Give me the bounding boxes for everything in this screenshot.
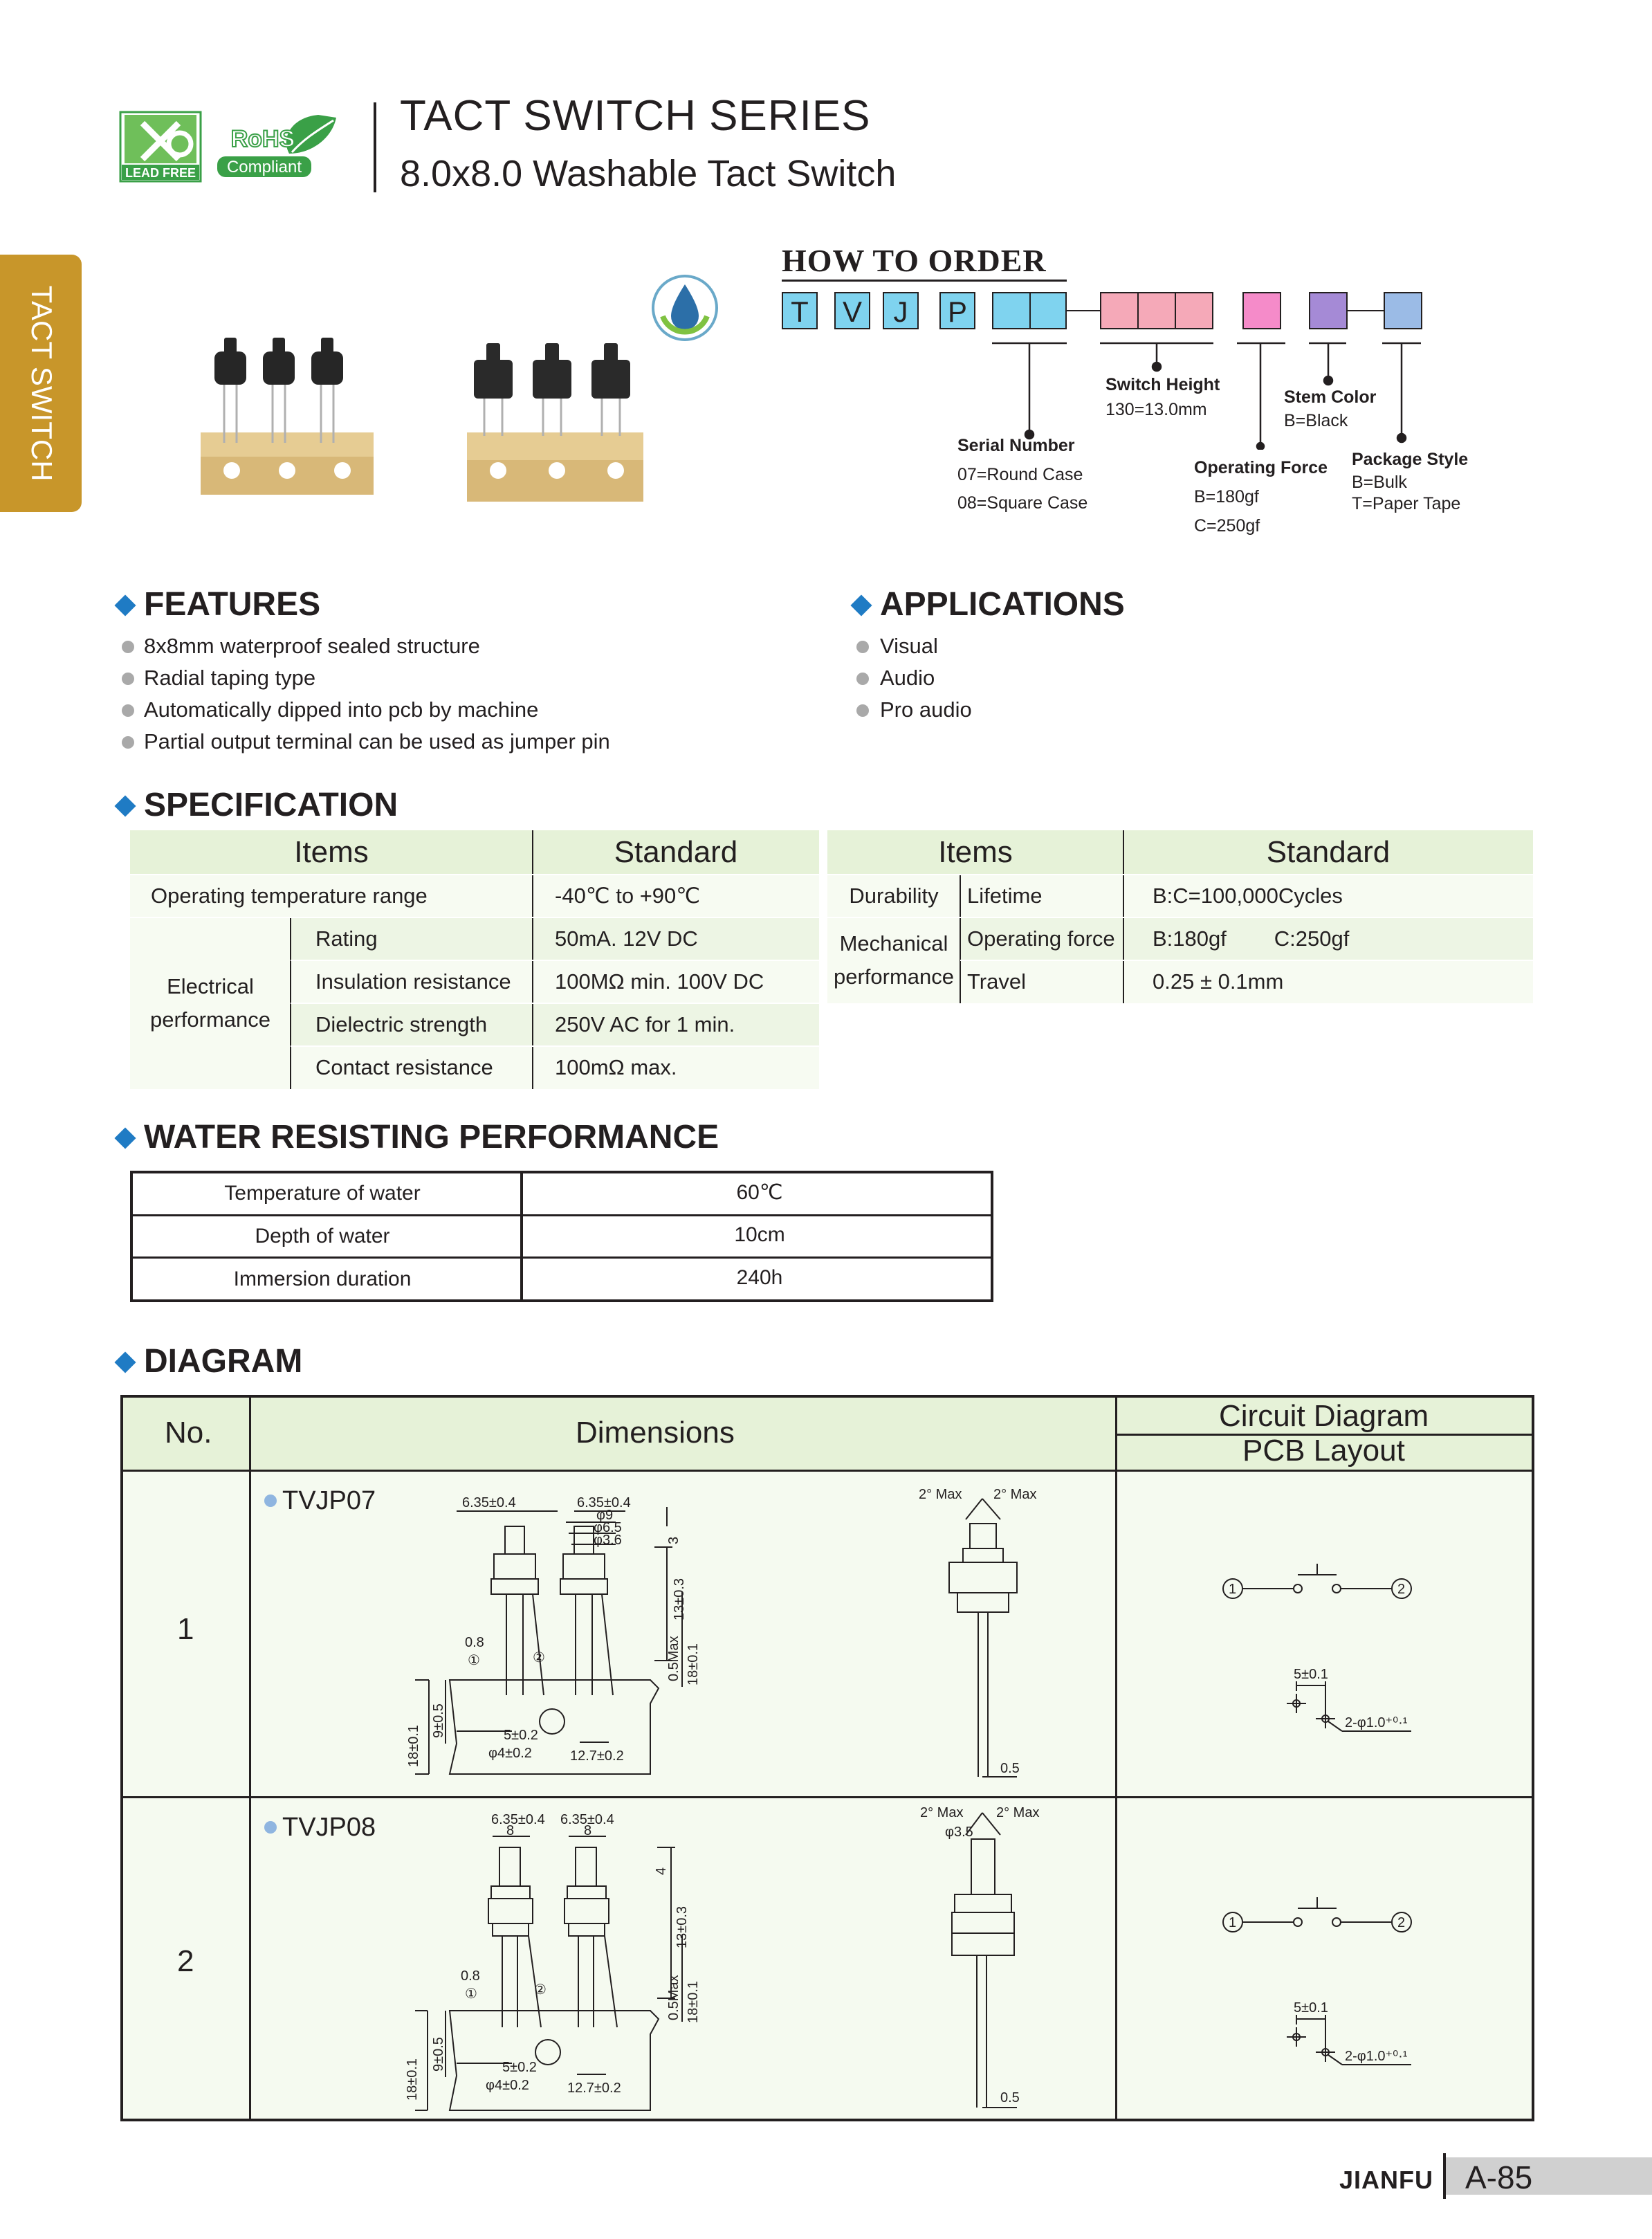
- dim-text: ①: [465, 1986, 477, 2002]
- dim-text: ②: [534, 1982, 547, 1998]
- diagram-row-no: 2: [177, 1944, 194, 1978]
- lead-free-logo: [119, 111, 202, 183]
- serial-box-2: [1029, 292, 1067, 329]
- dim-text: 2° Max: [919, 1487, 962, 1502]
- spec-insulation-item: Insulation resistance: [291, 960, 533, 1003]
- spec-lifetime-value: B:C=100,000Cycles: [1123, 875, 1533, 917]
- height-label: Switch Height: [1105, 375, 1220, 394]
- stem-value: B=Black: [1284, 411, 1348, 430]
- application-item: Audio: [880, 666, 935, 690]
- diagram-header-rule: [123, 1470, 1532, 1472]
- pcb-text: 5±0.1: [1294, 2000, 1328, 2016]
- dim-text: 0.5Max: [666, 1636, 681, 1681]
- row-rule: [130, 874, 819, 875]
- diagram-diamond-icon: [114, 1351, 136, 1373]
- water-temp-value: 60℃: [736, 1181, 783, 1204]
- bullet-icon: [122, 704, 134, 717]
- diagram-row-no: 1: [177, 1612, 194, 1646]
- order-code-p: P: [939, 292, 975, 329]
- dim-text: 9±0.5: [431, 2037, 446, 2072]
- row-rule: [291, 960, 819, 961]
- spec-dielectric-item: Dielectric strength: [291, 1003, 533, 1046]
- package-label: Package Style: [1352, 450, 1469, 469]
- serial-value-07: 07=Round Case: [957, 465, 1083, 484]
- dim-text: 2° Max: [993, 1487, 1037, 1502]
- dim-text: ①: [468, 1653, 480, 1668]
- spec-right-header-standard: Standard: [1123, 830, 1533, 875]
- bullet-icon: [856, 704, 869, 717]
- spec-force-value: B:180gf C:250gf: [1123, 917, 1533, 960]
- pcb-text: 2-φ1.0⁺⁰·¹: [1345, 1715, 1408, 1730]
- circuit-node: 1: [1229, 1915, 1237, 1930]
- diagram-row-rule: [123, 1796, 1532, 1798]
- dim-text: 13±0.3: [674, 1906, 690, 1948]
- dim-text: 6.35±0.4: [560, 1812, 614, 1827]
- dim-text: 8: [584, 1823, 592, 1838]
- feature-item: 8x8mm waterproof sealed structure: [144, 634, 480, 658]
- bullet-icon: [856, 641, 869, 653]
- spec-left-header-standard: Standard: [533, 830, 819, 875]
- dim-text: φ4±0.2: [488, 1746, 532, 1761]
- tvjp08-circuit-diagram: [1204, 1883, 1425, 2070]
- dim-text: 3: [666, 1536, 681, 1544]
- pcb-text: 2-φ1.0⁺⁰·¹: [1345, 2049, 1408, 2064]
- dim-text: 0.5Max: [666, 1975, 681, 2020]
- water-immersion-value: 240h: [736, 1266, 783, 1289]
- package-box: [1384, 292, 1422, 329]
- height-box-3: [1175, 292, 1213, 329]
- model-label: TVJP08: [282, 1813, 376, 1842]
- spec-lifetime-item: Lifetime: [960, 875, 1123, 917]
- side-tab: [0, 255, 82, 512]
- spec-insulation-value: 100MΩ min. 100V DC: [533, 960, 819, 1003]
- rohs-sub: Compliant: [226, 158, 302, 176]
- page-number: A-85: [1465, 2159, 1533, 2195]
- diagram-header-circuit: Circuit Diagram: [1219, 1399, 1429, 1433]
- page-title: TACT SWITCH SERIES: [400, 92, 871, 140]
- dim-text: 6.35±0.4: [577, 1495, 631, 1510]
- diagram-col-rule: [249, 1398, 251, 2119]
- dim-text: 5±0.2: [504, 1728, 538, 1743]
- diagram-title: DIAGRAM: [144, 1343, 303, 1380]
- water-immersion-item: Immersion duration: [233, 1268, 412, 1290]
- row-rule: [827, 917, 1533, 918]
- model-label: TVJP07: [282, 1486, 376, 1515]
- serial-value-08: 08=Square Case: [957, 493, 1088, 513]
- force-label: Operating Force: [1194, 458, 1328, 477]
- applications-diamond-icon: [850, 594, 872, 616]
- dim-text: 18±0.1: [405, 2058, 420, 2101]
- bullet-icon: [122, 673, 134, 685]
- spec-dielectric-value: 250V AC for 1 min.: [533, 1003, 819, 1046]
- water-rule: [133, 1214, 991, 1216]
- row-rule: [130, 917, 819, 918]
- tvjp08-side-view: [899, 1803, 1079, 2114]
- tvjp07-dimension-drawing: [387, 1481, 733, 1785]
- spec-temp-value: -40℃ to +90℃: [533, 875, 819, 917]
- square-switch-tape-photo: [467, 343, 643, 502]
- spec-contact-item: Contact resistance: [291, 1046, 533, 1089]
- row-rule: [291, 1045, 819, 1047]
- row-rule: [960, 960, 1533, 961]
- bullet-icon: [264, 1821, 277, 1834]
- dim-text: 12.7±0.2: [570, 1748, 624, 1764]
- features-title: FEATURES: [144, 586, 321, 623]
- bullet-icon: [264, 1495, 277, 1507]
- row-rule: [291, 1003, 819, 1004]
- water-divider: [520, 1173, 523, 1299]
- stem-label: Stem Color: [1284, 387, 1377, 407]
- pcb-text: 5±0.1: [1294, 1667, 1328, 1682]
- dim-text: 0.5: [1000, 1761, 1020, 1776]
- spec-force-item: Operating force: [960, 917, 1123, 960]
- dim-text: φ3.6: [594, 1533, 622, 1548]
- spec-diamond-icon: [114, 795, 136, 816]
- product-photo: [194, 325, 664, 505]
- rohs-label: RoHS: [230, 126, 295, 152]
- spec-travel-value: 0.25 ± 0.1mm: [1123, 960, 1533, 1003]
- specification-title: SPECIFICATION: [144, 787, 398, 823]
- dim-text: 6.35±0.4: [462, 1495, 516, 1510]
- package-value-bulk: B=Bulk: [1352, 473, 1407, 492]
- order-leader-lines: [982, 332, 1467, 450]
- height-box-1: [1100, 292, 1139, 329]
- application-item: Pro audio: [880, 697, 972, 722]
- height-value: 130=13.0mm: [1105, 400, 1207, 419]
- dim-text: φ4±0.2: [486, 2078, 529, 2093]
- water-table: [130, 1171, 993, 1302]
- circuit-node: 1: [1229, 1582, 1237, 1597]
- tvjp08-dimension-drawing: [387, 1806, 733, 2117]
- water-temp-item: Temperature of water: [224, 1182, 421, 1205]
- diagram-header-no: No.: [165, 1416, 212, 1450]
- order-code-j: J: [883, 292, 919, 329]
- page-subtitle: 8.0x8.0 Washable Tact Switch: [400, 153, 897, 194]
- tvjp07-side-view: [899, 1478, 1079, 1782]
- package-value-tape: T=Paper Tape: [1352, 494, 1461, 513]
- spec-electrical-line-1: Electrical: [167, 974, 254, 998]
- spec-travel-item: Travel: [960, 960, 1123, 1003]
- spec-mechanical-group: [827, 917, 960, 1003]
- dim-text: 9±0.5: [431, 1703, 446, 1738]
- spec-right-divider-2: [960, 875, 961, 1003]
- spec-rating-item: Rating: [291, 917, 533, 960]
- bullet-icon: [856, 673, 869, 685]
- bullet-icon: [122, 641, 134, 653]
- diagram-header-pcb: PCB Layout: [1242, 1434, 1405, 1468]
- water-rule: [133, 1256, 991, 1259]
- dim-text: 0.5: [1000, 2090, 1020, 2105]
- dim-text: 5±0.2: [502, 2060, 537, 2075]
- dim-text: 18±0.1: [406, 1724, 421, 1767]
- dim-text: 2° Max: [996, 1805, 1040, 1820]
- dim-text: 6.35±0.4: [491, 1812, 545, 1827]
- spec-durability-group: Durability: [827, 875, 960, 917]
- feature-item: Radial taping type: [144, 666, 316, 690]
- spec-contact-value: 100mΩ max.: [533, 1046, 819, 1089]
- water-title: WATER RESISTING PERFORMANCE: [144, 1119, 719, 1155]
- dim-text: 8: [506, 1823, 515, 1838]
- how-to-order-underline: [782, 280, 1067, 282]
- order-code-v: V: [834, 292, 870, 329]
- order-code-t: T: [782, 292, 818, 329]
- serial-label: Serial Number: [957, 436, 1075, 455]
- dim-text: 13±0.3: [672, 1578, 687, 1620]
- spec-rating-value: 50mA. 12V DC: [533, 917, 819, 960]
- water-depth-item: Depth of water: [255, 1225, 390, 1248]
- bullet-icon: [122, 736, 134, 749]
- stem-box: [1309, 292, 1348, 329]
- dim-text: 12.7±0.2: [567, 2081, 621, 2096]
- spec-electrical-line-2: performance: [149, 1007, 271, 1032]
- footer-separator: [1443, 2153, 1446, 2199]
- spec-mechanical-line-1: Mechanical: [839, 931, 948, 956]
- circuit-node: 2: [1397, 1582, 1406, 1597]
- header-divider: [374, 102, 376, 192]
- applications-title: APPLICATIONS: [880, 586, 1125, 623]
- height-box-2: [1137, 292, 1176, 329]
- spec-mechanical-line-2: performance: [833, 965, 955, 989]
- tvjp07-circuit-diagram: [1204, 1550, 1425, 1737]
- application-item: Visual: [880, 634, 938, 658]
- spec-left-header-items: Items: [130, 830, 533, 875]
- water-diamond-icon: [114, 1127, 136, 1149]
- dim-text: 0.8: [461, 1968, 480, 1984]
- spec-temp-item: Operating temperature range: [130, 875, 533, 917]
- round-switch-tape-photo: [201, 338, 374, 495]
- lead-free-label: LEAD FREE: [125, 166, 196, 180]
- feature-item: Partial output terminal can be used as jumper pin: [144, 729, 610, 753]
- dim-text: φ9: [596, 1508, 614, 1523]
- dim-text: 2° Max: [920, 1805, 964, 1820]
- footer-brand: JIANFU: [1339, 2166, 1434, 2194]
- dim-text: ②: [533, 1650, 545, 1665]
- feature-item: Automatically dipped into pcb by machine: [144, 697, 539, 722]
- waterproof-icon: [650, 273, 719, 342]
- circuit-node: 2: [1397, 1915, 1406, 1930]
- features-diamond-icon: [114, 594, 136, 616]
- row-rule: [827, 874, 1533, 875]
- diagram-header-dimensions: Dimensions: [576, 1416, 735, 1450]
- order-connector-2: [1348, 310, 1384, 311]
- how-to-order-title: HOW TO ORDER: [782, 243, 1047, 278]
- dim-text: 18±0.1: [686, 1980, 701, 2023]
- rohs-logo: [214, 111, 346, 180]
- spec-electrical-group: [130, 917, 291, 1089]
- dim-text: φ6.5: [594, 1520, 622, 1535]
- dim-text: φ3.5: [945, 1825, 973, 1840]
- water-depth-value: 10cm: [734, 1223, 785, 1246]
- spec-right-header-items: Items: [827, 830, 1123, 875]
- dim-text: 0.8: [465, 1635, 484, 1650]
- dim-text: 18±0.1: [686, 1643, 701, 1685]
- force-value-c: C=250gf: [1194, 516, 1260, 536]
- force-value-b: B=180gf: [1194, 487, 1259, 506]
- order-connector: [1067, 310, 1100, 311]
- side-tab-label: TACT SWITCH: [26, 285, 58, 482]
- force-box: [1242, 292, 1281, 329]
- diagram-col-rule: [1115, 1398, 1117, 2119]
- dim-text: 4: [654, 1867, 669, 1875]
- serial-box-1: [992, 292, 1031, 329]
